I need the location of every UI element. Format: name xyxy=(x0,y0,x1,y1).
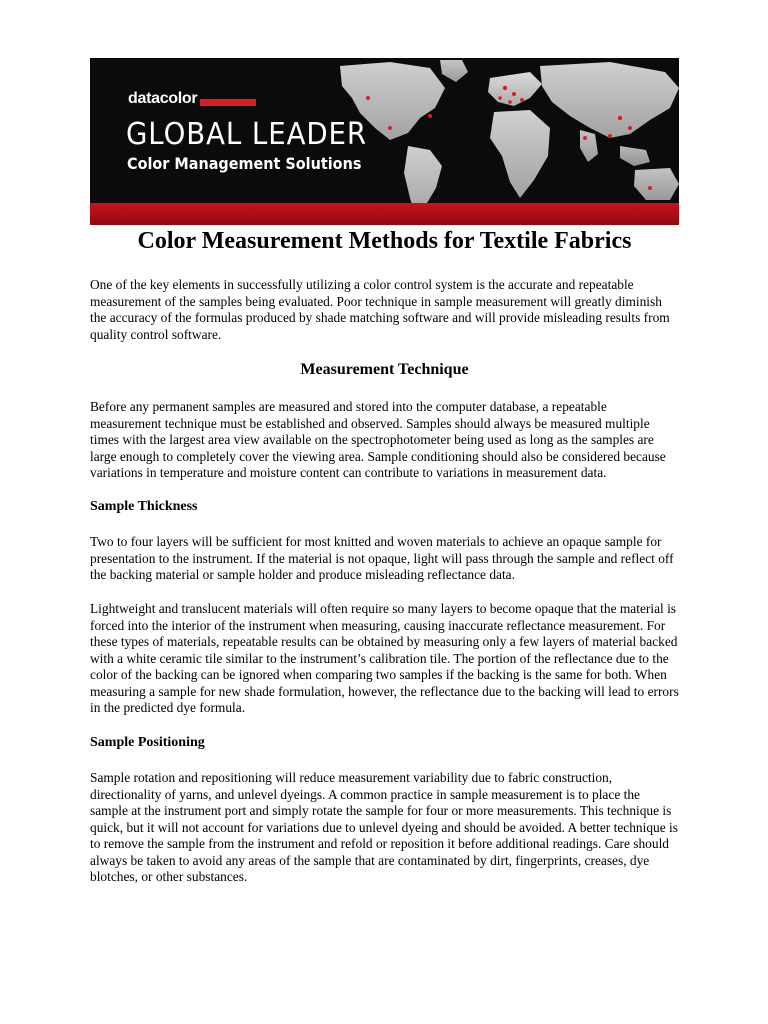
sample-thickness-paragraph-1: Two to four layers will be sufficient for most knitted and woven materials to achieve an opaque sample for presentation to the instrument. If the material is not opaque, light will pass through the sample and reflect off the backing material or sample holder and produce misleading reflectance data. xyxy=(90,534,674,582)
banner-subline: Color Management Solutions xyxy=(127,154,362,173)
subheading-sample-thickness: Sample Thickness xyxy=(90,499,198,514)
section-heading-measurement-technique: Measurement Technique xyxy=(300,361,469,378)
banner-red-strip xyxy=(90,203,679,225)
datacolor-logo: datacolor xyxy=(128,90,198,107)
intro-paragraph: One of the key elements in successfully utilizing a color control system is the accurate and repeatable measurement of the samples being evaluated. Poor technique in sample measurement will greatly diminish the accuracy of the formulas produced by shade matching software and will provide misleading results from quality control software. xyxy=(90,277,670,342)
datacolor-banner xyxy=(90,58,679,225)
banner-headline: GLOBAL LEADER xyxy=(126,117,367,152)
sample-positioning-paragraph: Sample rotation and repositioning will reduce measurement variability due to fabric construction, directionality of yarns, and unlevel dyeings. A common practice in sample measurement is to place the sample at the instrument port and simply rotate the sample for four or more measurements. This technique is quick, but it will not account for variations due to unlevel dyeing and should be avoided. A better technique is to remove the sample from the instrument and refold or reposition it before additional readings. Care should always be taken to avoid any areas of the sample that are contaminated by dirt, fingerprints, creases, dye blotches, or other substances. xyxy=(90,770,678,884)
logo-red-bar xyxy=(200,99,256,106)
measurement-technique-paragraph: Before any permanent samples are measured and stored into the computer database, a repeatable measurement technique must be established and observed. Samples should always be measured multiple times with the largest area view available on the spectrophotometer being used as long as the samples are large enough to completely cover the viewing area. Sample conditioning should also be considered because variations in temperature and moisture content can contribute to variations in measurement data. xyxy=(90,399,666,480)
sample-thickness-paragraph-2: Lightweight and translucent materials will often require so many layers to become opaque that the material is forced into the interior of the instrument when measuring, causing inaccurate reflectance measurement. For these types of materials, repeatable results can be obtained by measuring only a few layers of material backed with a white ceramic tile similar to the instrument’s calibration tile. The portion of the reflectance due to the color of the backing can be ignored when comparing two samples if the backing is the same for both. When measuring a sample for new shade formulation, however, the reflectance due to the backing will lead to errors in the predicted dye formula. xyxy=(90,601,679,715)
subheading-sample-positioning: Sample Positioning xyxy=(90,735,205,750)
document-title: Color Measurement Methods for Textile Fabrics xyxy=(137,228,632,254)
